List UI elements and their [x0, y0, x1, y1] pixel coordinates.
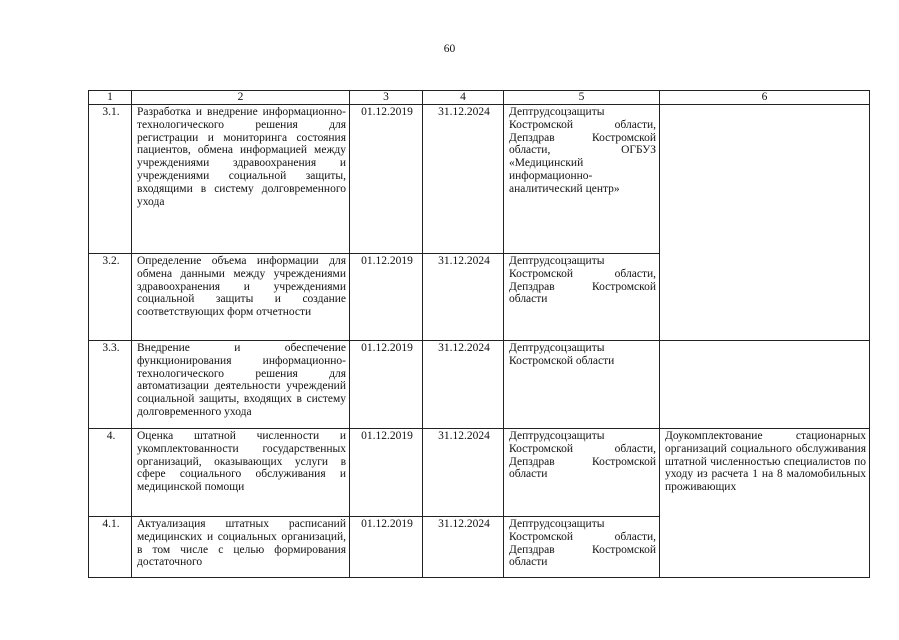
- header-col-5: 5: [504, 91, 660, 105]
- responsible-executors: Дептрудсоцзащиты Костромской области, Депздрав Костромской области: [504, 254, 660, 341]
- action-plan-table: [88, 90, 870, 578]
- header-row: [89, 91, 870, 105]
- header-col-1: 1: [89, 91, 132, 105]
- header-col-4: 4: [423, 91, 504, 105]
- header-col-2: 2: [132, 91, 350, 105]
- end-date: 31.12.2024: [423, 517, 504, 578]
- expected-result-empty: [660, 341, 870, 429]
- end-date: 31.12.2024: [423, 105, 504, 254]
- start-date: 01.12.2019: [350, 105, 423, 254]
- item-number: 3.3.: [89, 341, 132, 429]
- item-number: 4.: [89, 429, 132, 517]
- table-row: [89, 105, 870, 254]
- start-date: 01.12.2019: [350, 341, 423, 429]
- page-number: 60: [443, 43, 456, 55]
- action-description: Внедрение и обеспечение функционирования информационно-технологического решения для автоматизации деятельности учреждений социальной защиты, входящих в систему долговременного ухода: [132, 341, 350, 429]
- end-date: 31.12.2024: [423, 254, 504, 341]
- header-col-6: 6: [660, 91, 870, 105]
- action-description: Разработка и внедрение информационно-технологического решения для регистрации и мониторинга состояния пациентов, обмена информацией между учреждениями здравоохранения и учреждениями социальной защиты, входящими в систему долговременного ухода: [132, 105, 350, 254]
- item-number: 3.2.: [89, 254, 132, 341]
- action-description: Актуализация штатных расписаний медицинских и социальных организаций, в том числе с целью формирования достаточного: [132, 517, 350, 578]
- action-description: Определение объема информации для обмена данными между учреждениями здравоохранения и учреждениями социальной защиты и создание соответствующих форм отчетности: [132, 254, 350, 341]
- expected-result: Доукомплектование стационарных организаций социального обслуживания штатной численностью специалистов по уходу из расчета 1 на 8 маломобильных проживающих: [660, 429, 870, 578]
- responsible-executors: Дептрудсоцзащиты Костромской области, Депздрав Костромской области: [504, 517, 660, 578]
- expected-result-empty: [660, 105, 870, 341]
- responsible-executors: Дептрудсоцзащиты Костромской области: [504, 341, 660, 429]
- start-date: 01.12.2019: [350, 517, 423, 578]
- action-description: Оценка штатной численности и укомплектованности государственных организаций, оказывающих услуги в сфере социального обслуживания и медицинской помощи: [132, 429, 350, 517]
- start-date: 01.12.2019: [350, 254, 423, 341]
- item-number: 4.1.: [89, 517, 132, 578]
- end-date: 31.12.2024: [423, 341, 504, 429]
- end-date: 31.12.2024: [423, 429, 504, 517]
- table-row: [89, 341, 870, 429]
- responsible-executors: Дептрудсоцзащиты Костромской области, Депздрав Костромской области: [504, 429, 660, 517]
- item-number: 3.1.: [89, 105, 132, 254]
- start-date: 01.12.2019: [350, 429, 423, 517]
- table-row: [89, 429, 870, 517]
- responsible-executors: Дептрудсоцзащиты Костромской области, Депздрав Костромской области, ОГБУЗ «Медицинский информационно-аналитический центр»: [504, 105, 660, 254]
- header-col-3: 3: [350, 91, 423, 105]
